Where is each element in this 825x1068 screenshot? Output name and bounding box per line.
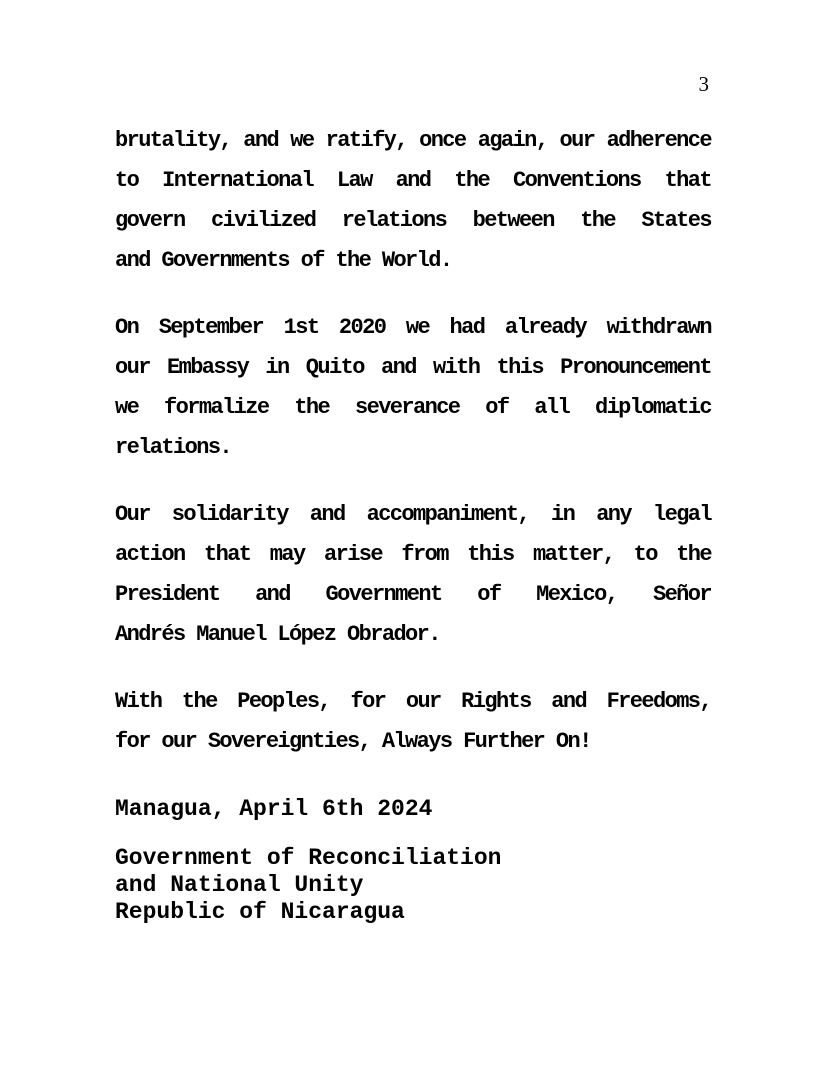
signature-line: Republic of Nicaragua (115, 899, 405, 925)
paragraph-4 (115, 682, 711, 762)
text-line: brutality, and we ratify, once again, our adherence (115, 128, 711, 153)
text-line: With the Peoples, for our Rights and Freedoms, (115, 689, 711, 714)
page-number: 3 (698, 72, 709, 96)
text-line: Our solidarity and accompaniment, in any legal (115, 502, 711, 527)
text-line: On September 1st 2020 we had already withdrawn (115, 315, 711, 340)
paragraph-3 (115, 495, 711, 655)
text-line: President and Government of Mexico, Señor (115, 582, 711, 607)
text-line: our Embassy in Quito and with this Pronouncement (115, 355, 711, 380)
text-line: for our Sovereignties, Always Further On! (115, 729, 591, 754)
text-line: Andrés Manuel López Obrador. (115, 622, 440, 647)
text-line: action that may arise from this matter, to the (115, 542, 711, 567)
document-body (115, 121, 711, 926)
text-line: relations. (115, 435, 232, 460)
text-line: govern civilized relations between the States (115, 208, 711, 233)
text-line: and Governments of the World. (115, 248, 452, 273)
dateline: Managua, April 6th 2024 (115, 796, 433, 822)
signature-line: and National Unity (115, 872, 364, 898)
text-line: we formalize the severance of all diplomatic (115, 395, 711, 420)
signature-block (115, 845, 711, 926)
paragraph-1 (115, 121, 711, 281)
paragraph-2 (115, 308, 711, 468)
signature-line: Government of Reconciliation (115, 845, 502, 871)
text-line: to International Law and the Conventions that (115, 168, 711, 193)
